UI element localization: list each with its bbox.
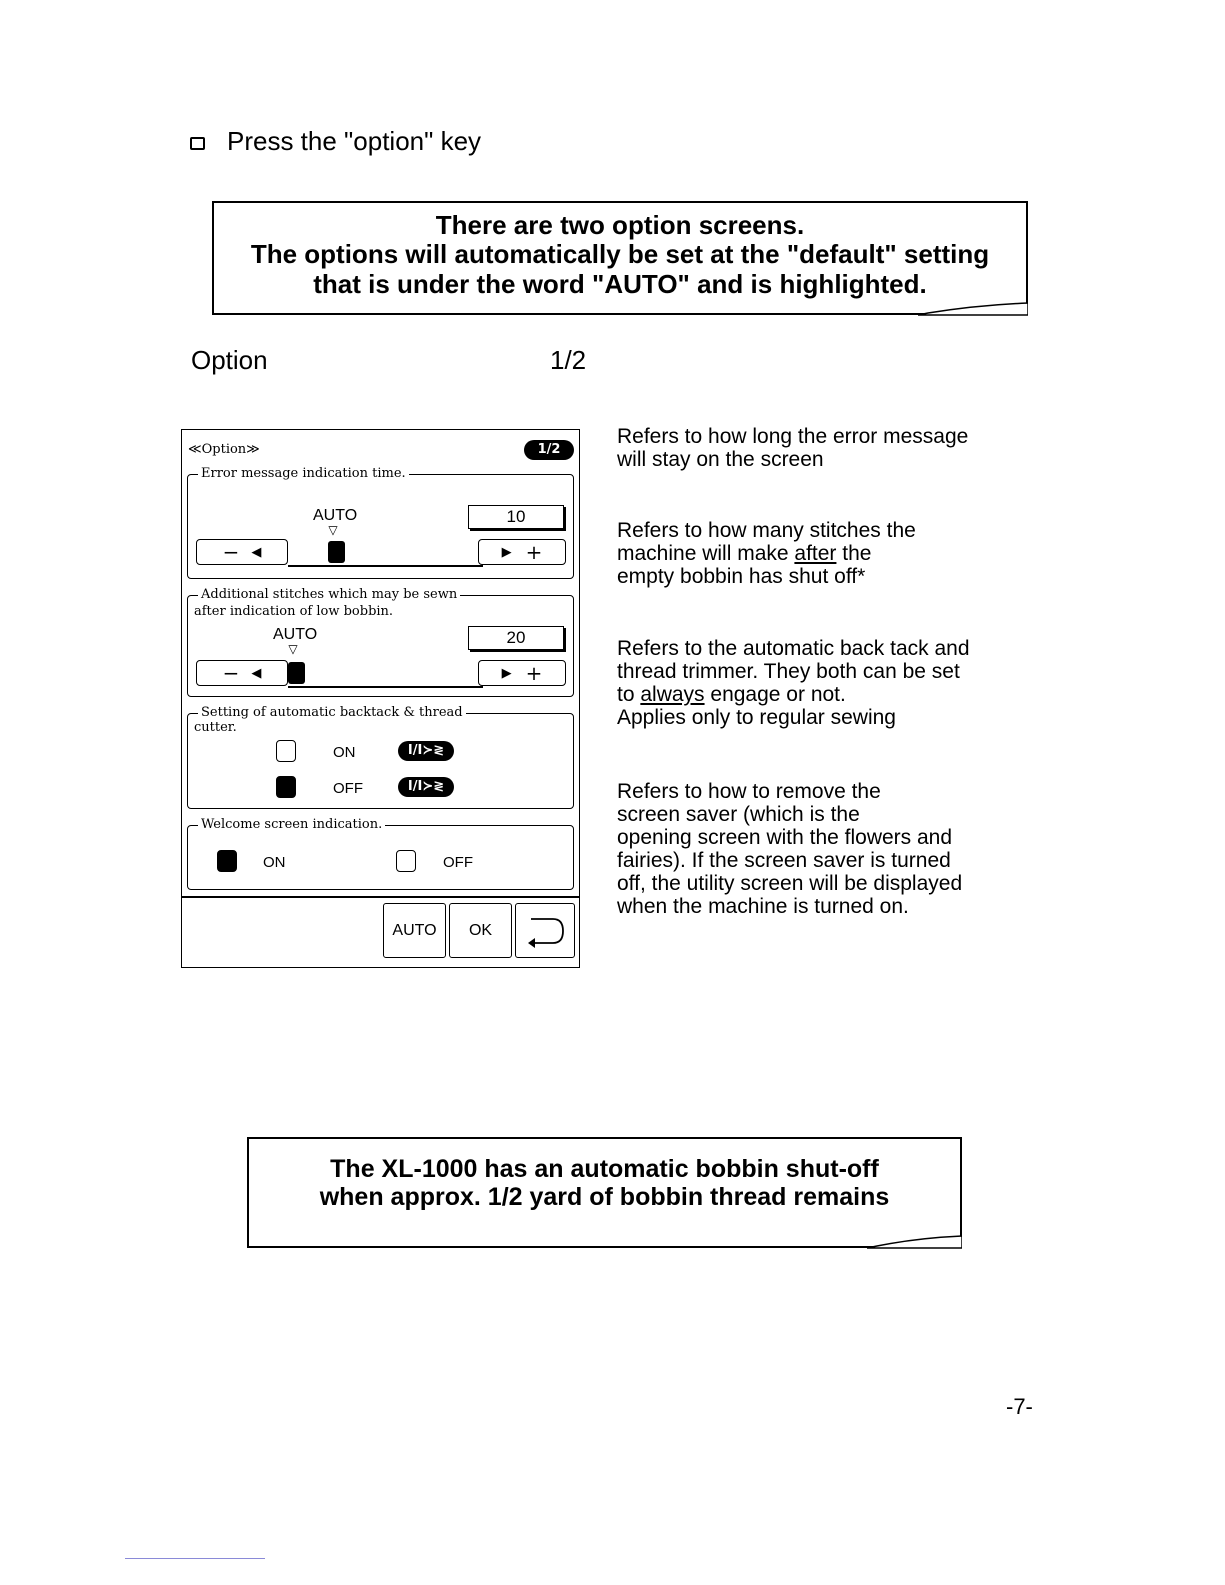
plus-icon: + <box>525 540 543 564</box>
page-badge[interactable]: 1/2 <box>524 440 574 460</box>
backtack-section <box>187 705 574 809</box>
error-time-label: Error message indication time. <box>198 466 409 482</box>
error-time-section <box>187 466 574 579</box>
page-curl-icon <box>867 1234 962 1250</box>
callout-line: that is under the word "AUTO" and is highlighted. <box>313 268 927 299</box>
slider-thumb[interactable] <box>328 541 345 563</box>
left-arrow-icon: ◀ <box>251 665 262 681</box>
option-screen-panel <box>181 429 580 968</box>
desc-underlined: always <box>640 683 705 706</box>
minus-icon: − <box>222 661 240 685</box>
auto-label: AUTO <box>313 507 358 524</box>
backtack-on-label: ON <box>333 744 356 761</box>
welcome-on-checkbox[interactable] <box>217 850 237 872</box>
welcome-section <box>187 817 574 890</box>
desc-text: to <box>617 683 641 706</box>
left-arrow-icon: ◀ <box>251 544 262 560</box>
desc-line: Refers to how long the error message <box>617 425 969 448</box>
auto-indicator <box>313 507 358 537</box>
step-text: Press the "option" key <box>227 126 482 156</box>
minus-icon: − <box>222 540 240 564</box>
desc-line: opening screen with the flowers and <box>617 826 953 849</box>
return-arrow-icon <box>523 911 567 951</box>
footer-divider <box>182 896 579 898</box>
desc-line: empty bobbin has shut off* <box>617 565 866 588</box>
return-button[interactable] <box>515 903 575 958</box>
desc-line: Refers to how to remove the <box>617 780 881 803</box>
backtack-label-cont: cutter. <box>194 720 237 735</box>
callout-note-top <box>212 201 1028 315</box>
desc-line <box>617 542 1037 565</box>
welcome-label: Welcome screen indication. <box>198 817 385 833</box>
option-heading: Option <box>191 345 268 375</box>
welcome-off-label: OFF <box>443 854 473 871</box>
desc-text: machine will make <box>617 542 795 565</box>
triangle-down-icon: ▽ <box>328 523 338 537</box>
callout-line: The options will automatically be set at the "default" setting <box>250 239 990 270</box>
backtack-on-checkbox[interactable] <box>276 740 296 762</box>
desc-line: when the machine is turned on. <box>617 895 909 918</box>
desc-text: the <box>836 542 872 565</box>
plus-button[interactable] <box>478 539 566 565</box>
callout-line: There are two option screens. <box>435 210 805 240</box>
backtack-off-label: OFF <box>333 780 363 797</box>
slider-thumb[interactable] <box>288 662 305 684</box>
desc-line: Refers to the automatic back tack and <box>617 637 970 660</box>
desc-line: thread trimmer. They both can be set <box>617 660 960 683</box>
desc-line: Refers to how many stitches the <box>617 519 916 542</box>
right-arrow-icon: ▶ <box>501 665 512 681</box>
stitches-section <box>187 587 574 697</box>
page-curl-icon <box>918 301 1028 317</box>
stitches-label-cont: after indication of low bobbin. <box>194 604 394 619</box>
error-time-description <box>617 425 1037 471</box>
minus-button[interactable] <box>196 539 288 565</box>
callout-note-bottom <box>247 1137 962 1248</box>
minus-button[interactable] <box>196 660 288 686</box>
panel-title: ≪Option≫ <box>188 442 260 457</box>
desc-text: engage or not. <box>704 683 846 706</box>
welcome-on-label: ON <box>263 854 286 871</box>
slider-track[interactable] <box>288 686 483 688</box>
stitches-value: 20 <box>468 626 564 650</box>
backtack-off-checkbox[interactable] <box>276 776 296 798</box>
right-arrow-icon: ▶ <box>501 544 512 560</box>
ok-button[interactable]: OK <box>449 903 512 958</box>
error-time-value: 10 <box>468 505 564 529</box>
step-line <box>190 126 481 157</box>
desc-line <box>617 683 1037 706</box>
stitches-description <box>617 519 1037 588</box>
backtack-description <box>617 637 1037 729</box>
slider-track[interactable] <box>288 565 483 567</box>
desc-line: will stay on the screen <box>617 448 824 471</box>
desc-line: off, the utility screen will be displayed <box>617 872 963 895</box>
desc-line: screen saver (which is the <box>617 803 860 826</box>
callout-line: when approx. 1/2 yard of bobbin thread remains <box>319 1183 890 1212</box>
auto-button[interactable]: AUTO <box>383 903 446 958</box>
page-number: -7- <box>1006 1394 1033 1419</box>
desc-line: fairies). If the screen saver is turned <box>617 849 951 872</box>
auto-indicator <box>273 626 318 656</box>
scissors-icon: I/I≻≷ <box>398 777 454 797</box>
auto-label: AUTO <box>273 626 318 643</box>
plus-icon: + <box>525 661 543 685</box>
page-indicator: 1/2 <box>550 345 587 375</box>
bullet-icon <box>190 137 205 150</box>
desc-line: Applies only to regular sewing <box>617 706 896 729</box>
backtack-label: Setting of automatic backtack & thread <box>198 705 466 721</box>
plus-button[interactable] <box>478 660 566 686</box>
bottom-rule <box>125 1558 265 1559</box>
desc-underlined: after <box>794 542 837 565</box>
callout-line: The XL-1000 has an automatic bobbin shut-off <box>330 1155 879 1183</box>
welcome-description <box>617 780 1037 918</box>
scissors-icon: I/I≻≷ <box>398 741 454 761</box>
triangle-down-icon: ▽ <box>288 642 298 656</box>
stitches-label: Additional stitches which may be sewn <box>198 587 460 603</box>
welcome-off-checkbox[interactable] <box>396 850 416 872</box>
